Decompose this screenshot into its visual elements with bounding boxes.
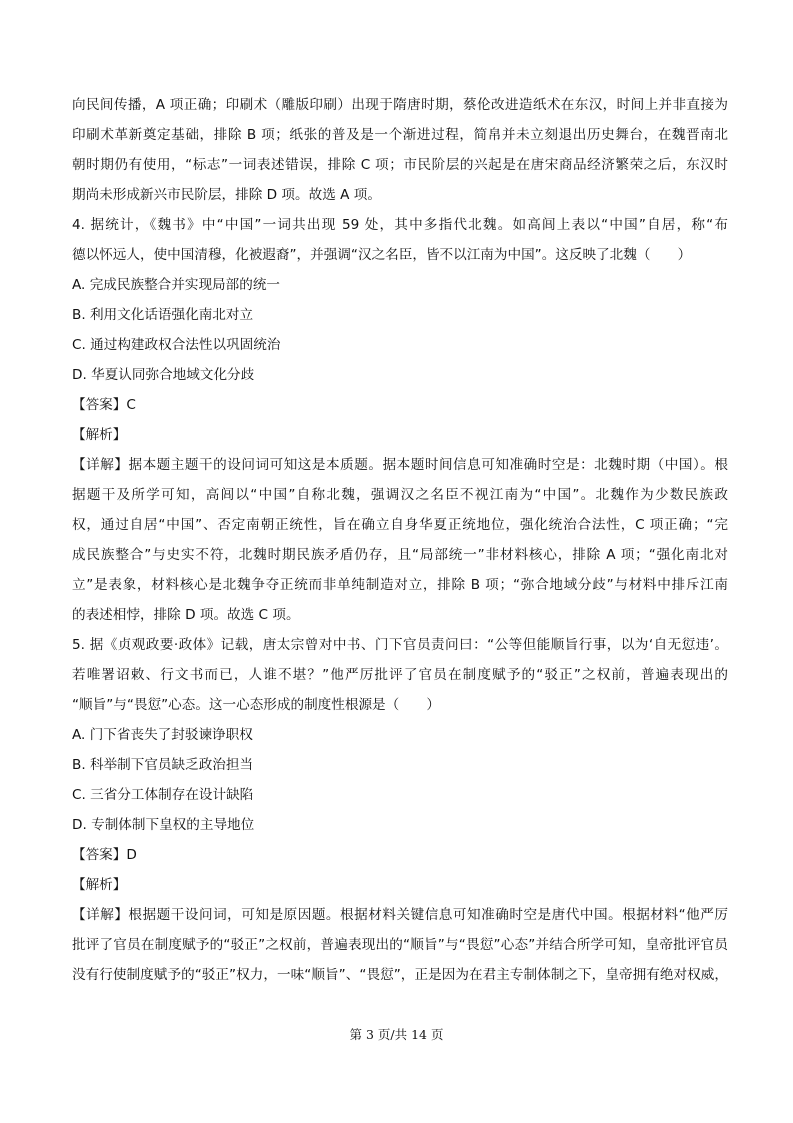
text-line: 据题干及所学可知，高闾以“中国”自称北魏，强调汉之名臣不视江南为“中国”。北魏作为少数民族政 bbox=[72, 487, 728, 503]
text-line: B. 科举制下官员缺乏政治担当 bbox=[72, 757, 254, 773]
text-line: 若唯署诏敕、行文书而已，人谁不堪？”他严厉批评了官员在制度赋予的“驳正”之权前，普遍表现出的 bbox=[72, 667, 728, 683]
text-line: 【详解】据本题主题干的设问词可知这是本质题。据本题时间信息可知准确时空是：北魏时期（中国）。根 bbox=[72, 457, 728, 473]
text-line: A. 完成民族整合并实现局部的统一 bbox=[72, 277, 281, 293]
text-line: 权，通过自居“中国”、否定南朝正统性，旨在确立自身华夏正统地位，强化统治合法性，C 项正确；“完 bbox=[72, 517, 728, 533]
text-line: 【解析】 bbox=[72, 427, 127, 443]
text-line: B. 利用文化话语强化南北对立 bbox=[72, 307, 254, 323]
text-line: C. 通过构建政权合法性以巩固统治 bbox=[72, 337, 281, 353]
text-line: 成民族整合”与史实不符，北魏时期民族矛盾仍存，且“局部统一”非材料核心，排除 A 项；“强化南北对 bbox=[72, 547, 728, 563]
text-line: 【答案】D bbox=[72, 847, 137, 863]
text-line: “顺旨”与“畏愆”心态。这一心态形成的制度性根源是（ ） bbox=[72, 697, 441, 713]
text-line: A. 门下省丧失了封驳谏诤职权 bbox=[72, 727, 253, 743]
text-line: 德以怀远人，使中国清穆，化被遐裔”，并强调“汉之名臣，皆不以江南为中国”。这反映了北魏（ ） bbox=[72, 247, 692, 263]
text-line: 向民间传播，A 项正确；印刷术（雕版印刷）出现于隋唐时期，蔡伦改进造纸术在东汉，时间上并非直接为 bbox=[72, 97, 728, 113]
text-line: 期尚未形成新兴市民阶层，排除 D 项。故选 A 项。 bbox=[72, 187, 381, 203]
text-line: 【详解】根据题干设问词，可知是原因题。根据材料关键信息可知准确时空是唐代中国。根据材料“他严厉 bbox=[72, 907, 728, 923]
text-line: 立”是表象，材料核心是北魏争夺正统而非单纯制造对立，排除 B 项；“弥合地域分歧”与材料中排斥江南 bbox=[72, 577, 728, 593]
text-line: D. 华夏认同弥合地域文化分歧 bbox=[72, 367, 255, 383]
page-body bbox=[72, 90, 728, 990]
text-line: D. 专制体制下皇权的主导地位 bbox=[72, 817, 255, 833]
text-line: 4. 据统计，《魏书》中“中国”一词共出现 59 处，其中多指代北魏。如高闾上表以“中国”自居，称“布 bbox=[72, 217, 728, 233]
text-line: 没有行使制度赋予的“驳正”权力，一味“顺旨”、“畏愆”，正是因为在君主专制体制之下，皇帝拥有绝对权威， bbox=[72, 967, 728, 983]
page-footer: 第 3 页/共 14 页 bbox=[349, 1027, 444, 1042]
text-line: 批评了官员在制度赋予的“驳正”之权前，普遍表现出的“顺旨”与“畏愆”心态”并结合所学可知，皇帝批评官员 bbox=[72, 937, 728, 953]
text-line: C. 三省分工体制存在设计缺陷 bbox=[72, 787, 254, 803]
text-line: 的表述相悖，排除 D 项。故选 C 项。 bbox=[72, 607, 300, 623]
text-line: 【解析】 bbox=[72, 877, 127, 893]
text-line: 印刷术革新奠定基础，排除 B 项；纸张的普及是一个渐进过程，简帛并未立刻退出历史舞台，在魏晋南北 bbox=[72, 127, 728, 143]
text-line: 5. 据《贞观政要·政体》记载，唐太宗曾对中书、门下官员责问曰：“公等但能顺旨行事，以为‘自无愆违’。 bbox=[72, 637, 728, 653]
text-line: 朝时期仍有使用，“标志”一词表述错误，排除 C 项；市民阶层的兴起是在唐宋商品经济繁荣之后，东汉时 bbox=[72, 157, 728, 173]
text-line: 【答案】C bbox=[72, 397, 136, 413]
